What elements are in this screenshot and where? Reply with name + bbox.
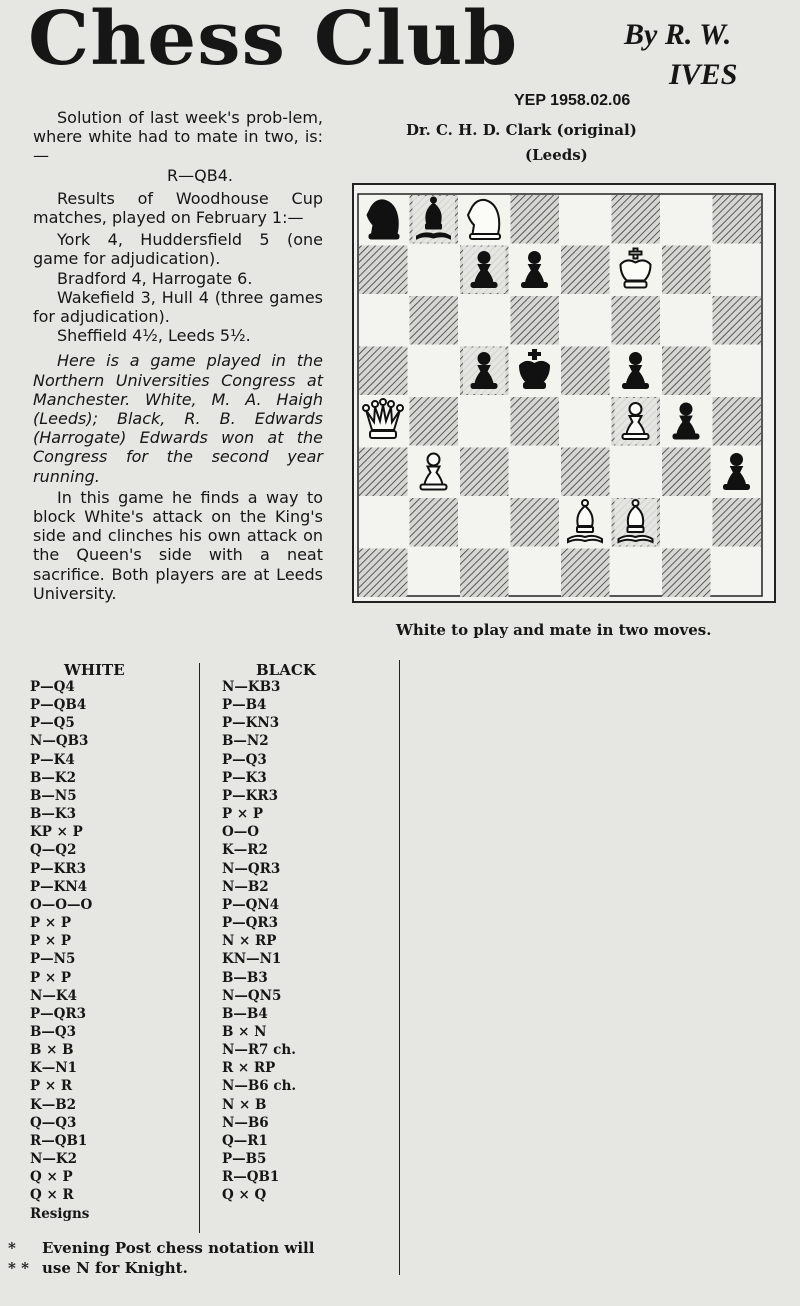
- game-intro: Here is a game played in the Northern Universities Congress at Manchester. White, M. A. Haigh (Leeds); Black, R. B. Edwards (Harrogate) Edwards won at the Congress for the second year running.: [33, 351, 323, 486]
- black-move: P—KR3: [222, 787, 278, 804]
- white-move: P—QR3: [30, 1005, 87, 1022]
- result-bradford-harrogate: Bradford 4, Harrogate 6.: [57, 268, 253, 288]
- black-move: P—B4: [222, 697, 267, 714]
- white-move: Q × P: [30, 1169, 73, 1186]
- black-move: P—Q3: [222, 751, 267, 768]
- white-move: Q—Q2: [30, 842, 77, 859]
- dark-square: [359, 246, 408, 295]
- white-move: P × P: [30, 933, 72, 950]
- dark-square: [713, 498, 762, 547]
- white-move: P—N5: [30, 951, 76, 968]
- white-move: K—N1: [30, 1060, 77, 1077]
- white-king-icon: [615, 247, 658, 294]
- black-move: P—QN4: [222, 896, 280, 913]
- white-move: P—KN4: [30, 878, 88, 895]
- dark-square: [561, 549, 610, 598]
- dark-square: [460, 448, 509, 497]
- footnote-marker-double: * *: [8, 1259, 29, 1277]
- dark-square: [359, 347, 408, 396]
- black-bishop-icon: [413, 196, 456, 243]
- dark-square: [662, 246, 711, 295]
- white-move: Q—Q3: [30, 1114, 77, 1131]
- black-pawn-icon: [716, 449, 759, 496]
- result-sheffield-leeds: Sheffield 4½, Leeds 5½.: [57, 326, 251, 346]
- footnote-line-2: [8, 1258, 314, 1278]
- dark-square: [662, 549, 711, 598]
- black-move: Q × Q: [222, 1187, 267, 1204]
- dark-square: [359, 448, 408, 497]
- dark-square: [612, 195, 661, 244]
- white-move: R—QB1: [30, 1132, 88, 1149]
- white-knight-icon: [463, 196, 506, 243]
- black-move: N—R7 ch.: [222, 1042, 296, 1059]
- result-wakefield-hull: Wakefield 3, Hull 4 (three games for adjudication).: [33, 287, 323, 327]
- black-pawn-icon: [615, 348, 658, 395]
- black-move: P × P: [222, 806, 264, 823]
- white-move: K—B2: [30, 1096, 77, 1113]
- black-pawn-icon: [463, 247, 506, 294]
- black-knight-icon: [362, 196, 405, 243]
- white-moves-list: [30, 678, 92, 1223]
- black-move: B—B3: [222, 969, 268, 986]
- black-move: R × RP: [222, 1060, 276, 1077]
- black-move: B—B4: [222, 1005, 268, 1022]
- footnote-text-1: Evening Post chess notation will: [42, 1239, 315, 1257]
- column-rule: [399, 660, 400, 1275]
- chess-board: [357, 193, 771, 597]
- black-move: O—O: [222, 824, 260, 841]
- byline-by: By R. W.: [624, 18, 732, 51]
- footnote: [8, 1238, 314, 1278]
- result-york-huddersfield: York 4, Huddersfield 5 (one game for adjudication).: [33, 230, 323, 269]
- white-move: P—K4: [30, 751, 75, 768]
- dark-square: [511, 296, 560, 345]
- black-move: N × RP: [222, 933, 277, 950]
- dark-square: [410, 397, 459, 446]
- white-move: P—QB4: [30, 697, 87, 714]
- white-queen-icon: [362, 398, 405, 445]
- dark-square: [612, 296, 661, 345]
- dark-square: [561, 347, 610, 396]
- dark-square: [713, 397, 762, 446]
- solution-paragraph: [33, 108, 323, 185]
- black-move: N—B2: [222, 878, 269, 895]
- dark-square: [662, 448, 711, 497]
- dark-square: [511, 195, 560, 244]
- black-move: N × B: [222, 1096, 267, 1113]
- black-pawn-icon: [514, 247, 557, 294]
- game-description: In this game he finds a way to block White's attack on the King's side and clinches his own attack on the Queen's side with a neat sacrifice. Both players are at Leeds University.: [33, 487, 323, 603]
- white-move: KP × P: [30, 824, 83, 841]
- black-move: K—R2: [222, 842, 268, 859]
- footnote-text-2: use N for Knight.: [42, 1259, 188, 1277]
- dark-square: [511, 498, 560, 547]
- black-move: P—K3: [222, 769, 267, 786]
- white-move: B—K3: [30, 806, 77, 823]
- byline-author: IVES: [669, 58, 738, 91]
- black-pawn-icon: [463, 348, 506, 395]
- dark-square: [511, 397, 560, 446]
- white-move: B—Q3: [30, 1023, 77, 1040]
- dark-square: [359, 549, 408, 598]
- problem-location: (Leeds): [525, 146, 588, 164]
- black-move: P—B5: [222, 1151, 267, 1168]
- footnote-marker: *: [8, 1239, 16, 1257]
- black-move: B—N2: [222, 733, 269, 750]
- black-move: P—KN3: [222, 715, 280, 732]
- white-move: B—K2: [30, 769, 77, 786]
- white-pawn-icon: [413, 449, 456, 496]
- black-move: B × N: [222, 1023, 267, 1040]
- white-move: P × R: [30, 1078, 73, 1095]
- problem-composer: Dr. C. H. D. Clark (original): [406, 121, 637, 139]
- black-king-icon: [514, 348, 557, 395]
- archive-stamp: YEP 1958.02.06: [514, 92, 631, 109]
- white-move: P—KR3: [30, 860, 86, 877]
- solution-text: Solution of last week's prob-lem, where white had to mate in two, is:—: [33, 108, 323, 166]
- solution-move: R—QB4.: [167, 165, 233, 185]
- white-move: P × P: [30, 969, 72, 986]
- column-title: Chess Club: [28, 0, 519, 82]
- black-move: P—QR3: [222, 915, 279, 932]
- dark-square: [460, 549, 509, 598]
- black-move: N—B6: [222, 1114, 269, 1131]
- black-move: N—QR3: [222, 860, 281, 877]
- white-move: Resigns: [30, 1205, 90, 1222]
- footnote-line-1: [8, 1238, 314, 1258]
- black-move: R—QB1: [222, 1169, 280, 1186]
- black-move: Q—R1: [222, 1132, 268, 1149]
- dark-square: [410, 498, 459, 547]
- white-move: N—QB3: [30, 733, 89, 750]
- white-move: N—K2: [30, 1151, 77, 1168]
- white-move: P × P: [30, 915, 72, 932]
- white-bishop-icon: [615, 499, 658, 546]
- dark-square: [561, 448, 610, 497]
- white-bishop-icon: [564, 499, 607, 546]
- white-move: B × B: [30, 1042, 74, 1059]
- black-pawn-icon: [665, 398, 708, 445]
- dark-square: [662, 347, 711, 396]
- black-move: N—KB3: [222, 679, 281, 695]
- white-pawn-icon: [615, 398, 658, 445]
- black-move: N—B6 ch.: [222, 1078, 297, 1095]
- black-moves-list: [222, 678, 296, 1205]
- black-column-header: BLACK: [256, 661, 316, 679]
- white-move: O—O—O: [30, 896, 93, 913]
- black-move: KN—N1: [222, 951, 282, 968]
- white-move: P—Q4: [30, 679, 75, 695]
- white-move: N—K4: [30, 987, 77, 1004]
- moves-column-divider: [199, 663, 200, 1233]
- white-column-header: WHITE: [64, 661, 125, 679]
- dark-square: [713, 195, 762, 244]
- white-move: P—Q5: [30, 715, 75, 732]
- article-text: [33, 108, 323, 603]
- board-squares: [358, 194, 762, 597]
- dark-square: [410, 296, 459, 345]
- white-move: Q × R: [30, 1187, 74, 1204]
- black-move: N—QN5: [222, 987, 282, 1004]
- dark-square: [713, 296, 762, 345]
- white-move: B—N5: [30, 787, 77, 804]
- problem-caption: White to play and mate in two moves.: [396, 621, 712, 639]
- dark-square: [561, 246, 610, 295]
- results-intro: Results of Woodhouse Cup matches, played on February 1:—: [33, 188, 323, 228]
